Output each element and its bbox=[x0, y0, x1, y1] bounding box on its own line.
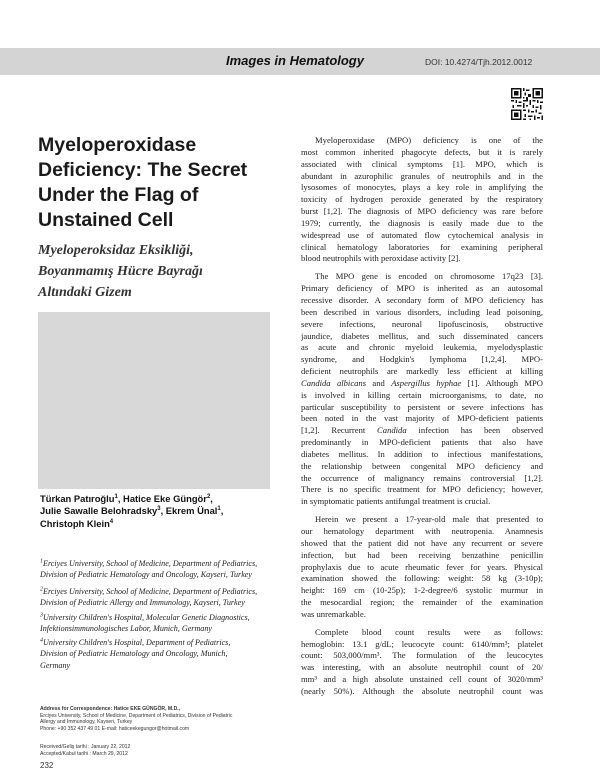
paragraph-3: Herein we present a 17-year-old male that presented to our hematology department with neutropenia. Anamnesis showed that the patient did not have any recurrent or severe infection, but had been receiving benzathine penicillin prophylaxis due to acute rheumatic fever for years. Physical examination showed the following: weight: 58 kg (3-10p); height: 169 cm (10-25p); 1-2-degree/6 systolic murmur in the mesocardial region; the remainder of the examination was unremarkable. bbox=[301, 514, 543, 619]
page-number: 232 bbox=[40, 761, 54, 770]
article-body bbox=[301, 135, 543, 704]
affiliation-2: $^2$Erciyes University, School of Medicine, Department of Pediatrics, Division of Pediatric Allergy and Immunology, Kayseri, Turkey bbox=[40, 586, 258, 608]
received-accepted-dates: Received/Geliş tarihi : January 22, 2012 Accepted/Kabul tarihi : March 29, 2012 bbox=[40, 744, 131, 757]
correspondence-address: Address for Correspondence: Hatice EKE GÜNGÖR, M.D., Erciyes University, School of Medicine, Department of Pediatrics, Division of Pediatric Allergy and Immunology, Kayseri, Turkey Phone: +90 352 437 49 01 E-mail: haticeekegungor@hotmail.com bbox=[40, 706, 233, 732]
affiliation-4: $^4$University Children's Hospital, Department of Pediatrics, Division of Pediatric Hematology and Oncology, Munich, Germany bbox=[40, 637, 231, 670]
paragraph-1: Myeloperoxidase (MPO) deficiency is one of the most common inherited phagocyte defects, but it is rarely associated with clinical symptoms [1]. MPO, which is abundant in azurophilic granules of neutrophils and in the lysosomes of monocytes, plays a key role in amplifying the toxicity of hydrogen peroxide generated by the respiratory burst [1,2]. The diagnosis of MPO deficiency was rare before 1979; currently, the diagnosis is easily made due to the widespread use of automated flow cytochemical analysis in clinical hematology laboratories for examining peripheral blood neutrophils with peroxidase activity [2]. bbox=[301, 135, 543, 264]
author-list: Türkan Patıroğlu$^1$, Hatice Eke Güngör$^2$, Julie Sawalle Belohradsky$^3$, Ekrem Ünal$^1$, Christoph Klein$^4$ bbox=[40, 493, 224, 529]
top-margin bbox=[0, 0, 600, 42]
paragraph-2: The MPO gene is encoded on chromosome 17q23 [3]. Primary deficiency of MPO is inherited as an autosomal recessive disorder. A secondary form of MPO deficiency has been described in various disorders, including lead poisoning, severe infections, neuronal lipofuscinosis, obstructive jaundice, diabetes mellitus, and such disseminated cancers as acute and chronic myeloid leukemia, myelodysplastic syndrome, and Hodgkin's lymphoma [1,2,4]. MPO- deficient neutrophils are markedly less efficient at killing Candida albicans and Aspergillus hyphae [1]. Although MPO is involved in killing certain microorganisms, to date, no particular susceptibility to persistent or severe infections has been noted in the vast majority of MPO-deficient patients [1,2]. Recurrent Candida infection has been observed predominantly in MPO-deficient patients that also have diabetes mellitus. In addition to infectious manifestations, the relationship between congenital MPO deficiency and the occurrence of malignancy remains controversial [1,2]. There is no specific treatment for MPO deficiency; however, in symptomatic patients antifungal treatment is crucial. bbox=[301, 271, 543, 507]
paragraph-4: Complete blood count results were as follows: hemoglobin: 13.1 g/dL; leucocyte count: 6140/mm³; platelet count: 503,000/mm³. The formulation of the leucocytes was interesting, with an absolute neutrophil count of 20/ mm³ and a high absolute unstained cell count of 3020/mm³ (nearly 50%). Although the absolute neutrophil count was bbox=[301, 626, 543, 696]
decorative-grey-panel bbox=[38, 312, 270, 489]
doi-text: DOI: 10.4274/Tjh.2012.0012 bbox=[425, 57, 533, 67]
affiliation-3: $^3$University Children's Hospital, Molecular Genetic Diagnostics, Infektionsimmunologisches Labor, Munich, Germany bbox=[40, 612, 250, 634]
article-subtitle-turkish: Myeloperoksidaz Eksikliği, Boyanmamış Hücre Bayrağı Altındaki Gizem bbox=[38, 243, 203, 300]
qr-code-icon bbox=[511, 88, 543, 120]
affiliation-1: $^1$Erciyes University, School of Medicine, Department of Pediatrics, Division of Pediatric Hematology and Oncology, Kayseri, Turkey bbox=[40, 558, 258, 580]
section-title: Images in Hematology bbox=[226, 53, 364, 68]
article-title: Myeloperoxidase Deficiency: The Secret Under the Flag of Unstained Cell bbox=[38, 134, 248, 231]
